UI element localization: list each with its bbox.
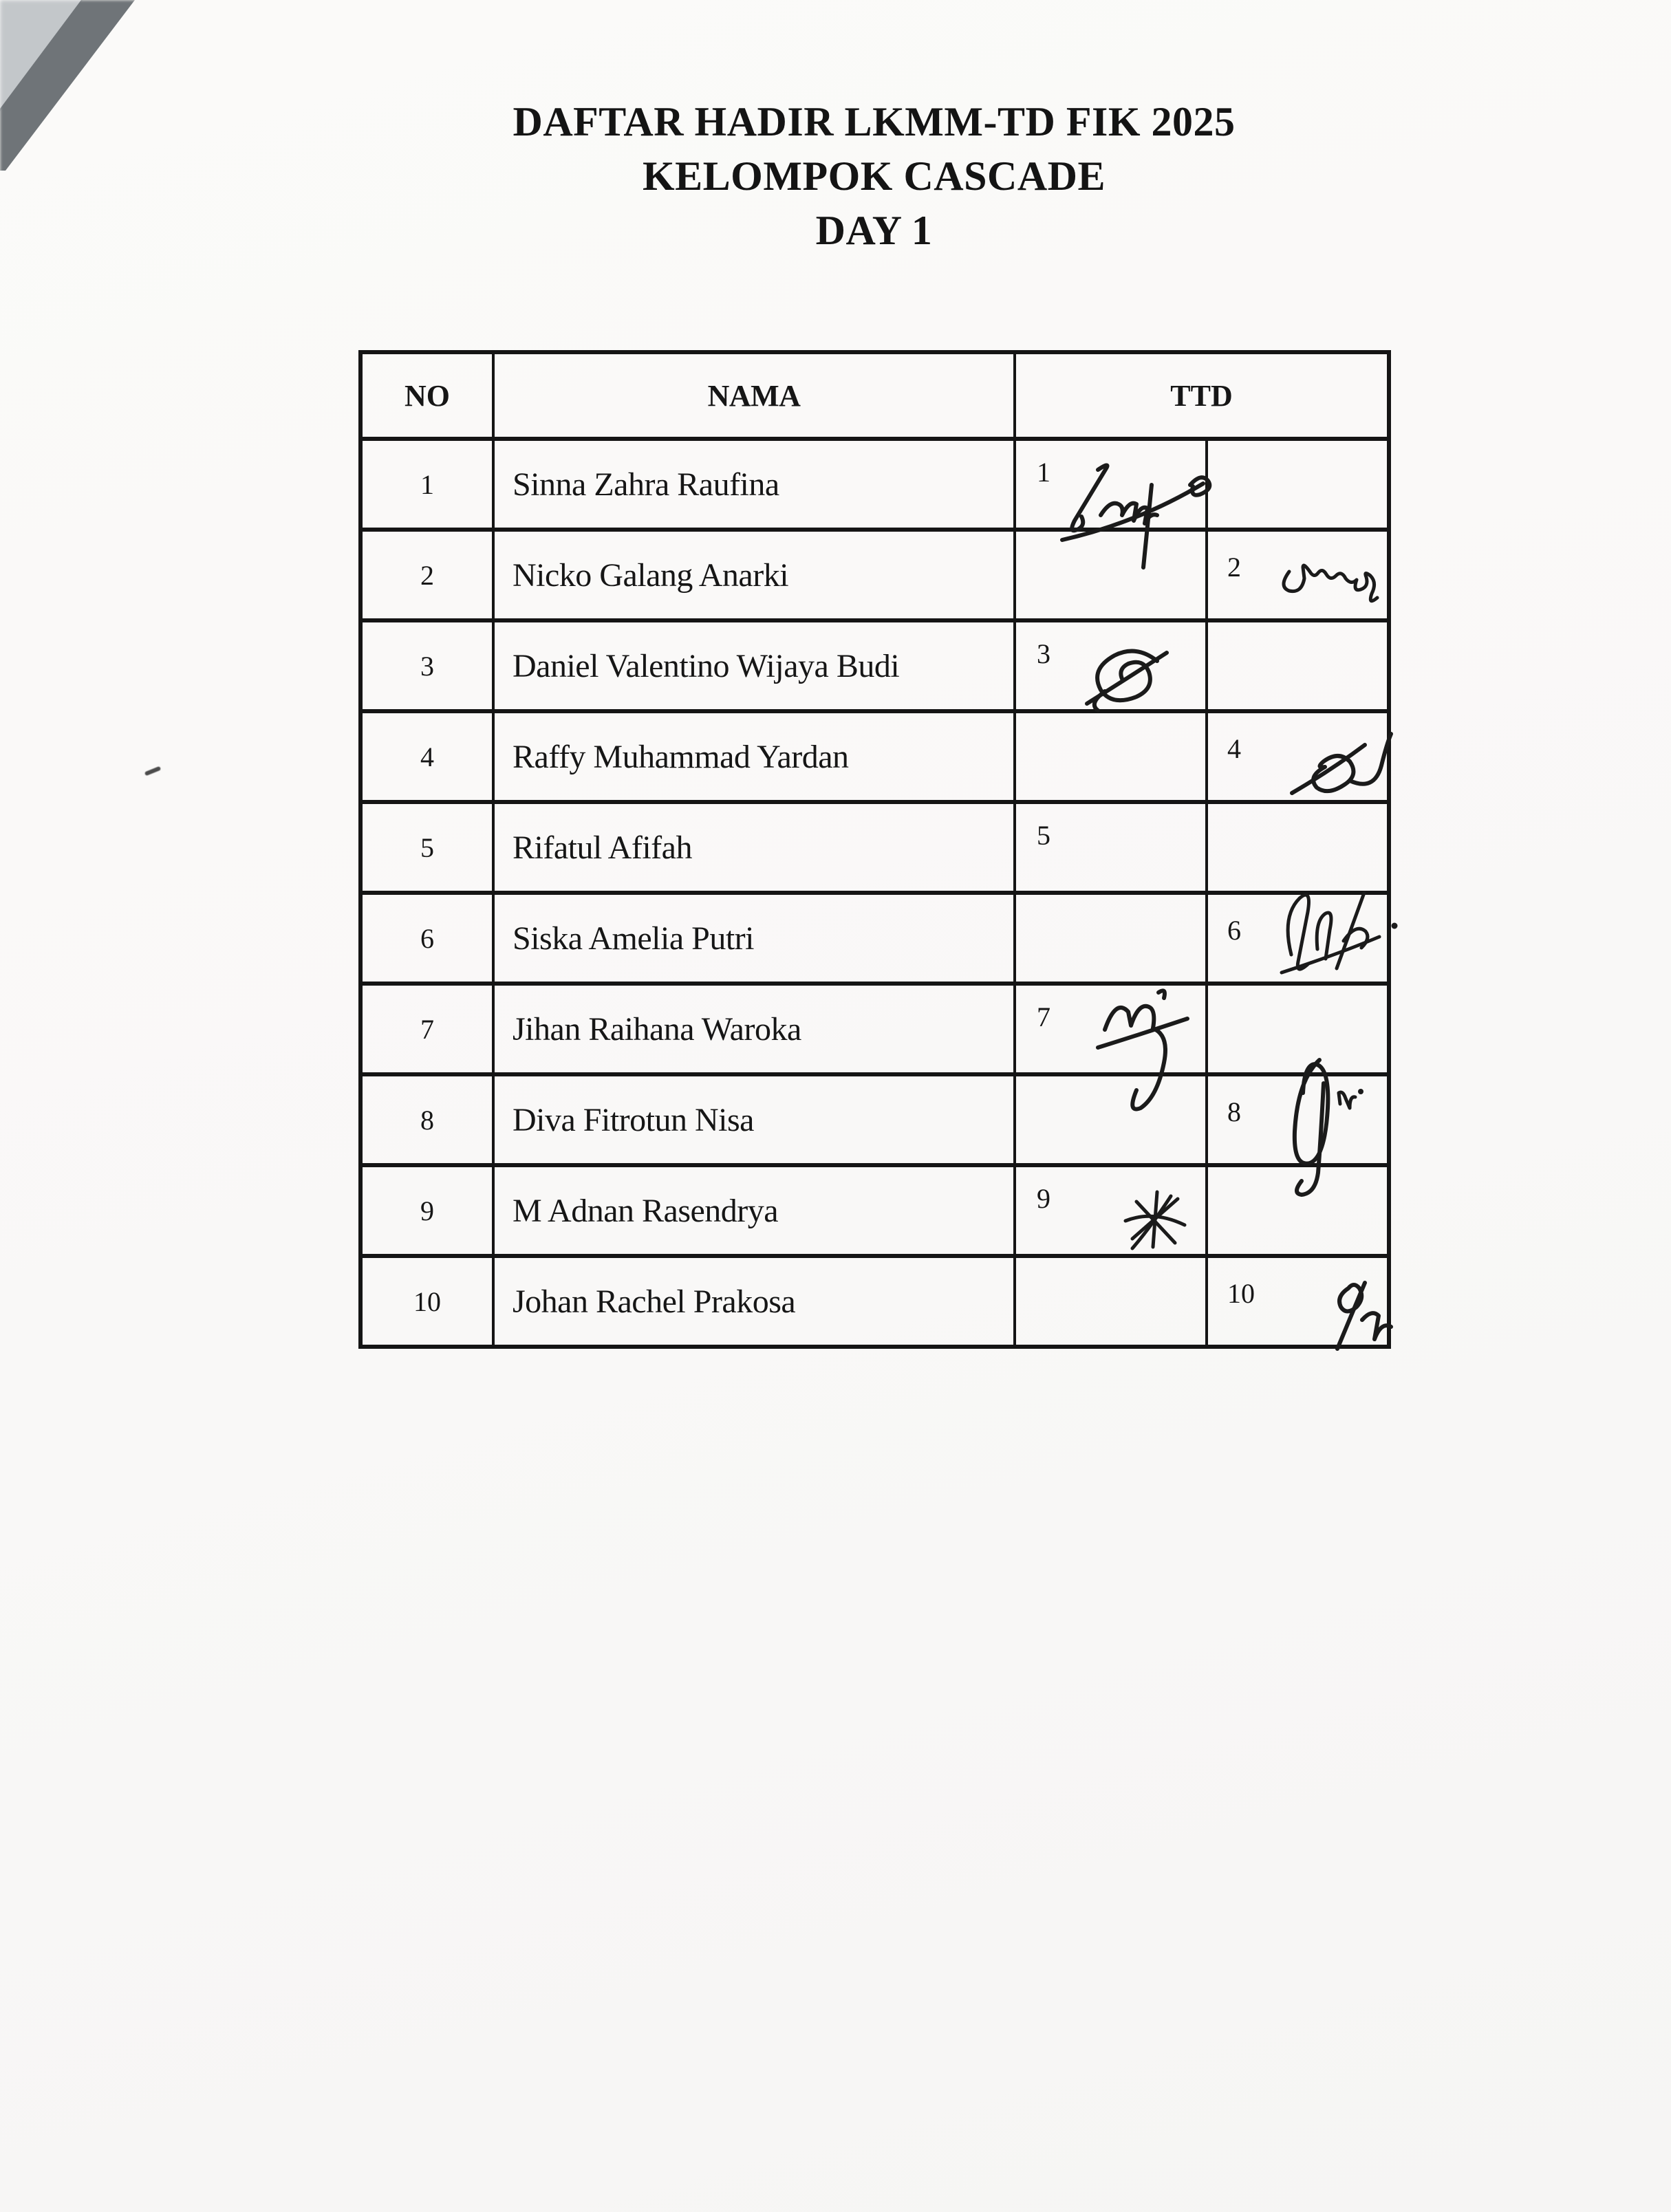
ttd-left-cell [1016,986,1208,1072]
ttd-number: 6 [1227,915,1241,946]
ttd-right-cell [1208,804,1387,891]
name-cell: Diva Fitrotun Nisa [495,1076,1016,1163]
row-number-cell: 4 [363,713,495,800]
ttd-number: 4 [1227,733,1241,764]
ttd-right-cell [1208,986,1387,1072]
ttd-right-cell [1208,622,1387,709]
name-cell: Sinna Zahra Raufina [495,441,1016,528]
header-ttd: TTD [1170,378,1233,413]
title-line-1: DAFTAR HADIR LKMM-TD FIK 2025 [513,99,1236,144]
row-number-cell: 5 [363,804,495,891]
table-row [363,1076,1387,1167]
header-nama: NAMA [495,354,1016,437]
ttd-right-cell [1208,1076,1387,1163]
ttd-number: 3 [1037,638,1050,669]
ttd-right-cell [1208,1258,1387,1345]
ttd-left-cell [1016,441,1208,528]
table-row [363,804,1387,895]
document-title [39,95,1671,258]
table-row [363,1258,1387,1345]
row-number-cell: 10 [363,1258,495,1345]
table-row [363,895,1387,986]
table-row [363,713,1387,804]
ttd-left-cell [1016,1258,1208,1345]
name-cell: Rifatul Afifah [495,804,1016,891]
name-cell: Jihan Raihana Waroka [495,986,1016,1072]
ttd-right-cell [1208,532,1387,618]
table-row [363,532,1387,622]
row-number-cell: 2 [363,532,495,618]
ttd-right-cell [1208,895,1387,982]
row-number-cell: 8 [363,1076,495,1163]
title-line-3: DAY 1 [815,208,933,253]
name-cell: Siska Amelia Putri [495,895,1016,982]
header-no: NO [363,354,495,437]
row-number-cell: 1 [363,441,495,528]
name-cell: Nicko Galang Anarki [495,532,1016,618]
row-number-cell: 3 [363,622,495,709]
row-number-cell: 7 [363,986,495,1072]
name-cell: M Adnan Rasendrya [495,1167,1016,1254]
ttd-number: 7 [1037,1001,1050,1032]
ttd-number: 2 [1227,552,1241,583]
ttd-left-cell [1016,804,1208,891]
ttd-number: 10 [1227,1278,1255,1309]
ttd-left-cell [1016,622,1208,709]
name-cell: Raffy Muhammad Yardan [495,713,1016,800]
name-cell: Daniel Valentino Wijaya Budi [495,622,1016,709]
ttd-left-cell [1016,713,1208,800]
ttd-left-cell [1016,1167,1208,1254]
table-row [363,1167,1387,1258]
title-line-2: KELOMPOK CASCADE [642,153,1106,199]
row-number-cell: 6 [363,895,495,982]
ttd-left-cell [1016,895,1208,982]
ttd-number: 1 [1037,457,1050,488]
ttd-right-cell [1208,713,1387,800]
stray-pen-mark [144,766,162,777]
attendance-table [358,350,1391,1349]
table-row [363,986,1387,1076]
ttd-number: 8 [1227,1096,1241,1127]
ttd-left-cell [1016,1076,1208,1163]
ttd-number: 5 [1037,820,1050,851]
name-cell: Johan Rachel Prakosa [495,1258,1016,1345]
table-row [363,622,1387,713]
ttd-right-cell [1208,441,1387,528]
ttd-number: 9 [1037,1183,1050,1214]
table-row [363,441,1387,532]
table-header-row [363,354,1387,441]
ttd-right-cell [1208,1167,1387,1254]
row-number-cell: 9 [363,1167,495,1254]
ttd-left-cell [1016,532,1208,618]
